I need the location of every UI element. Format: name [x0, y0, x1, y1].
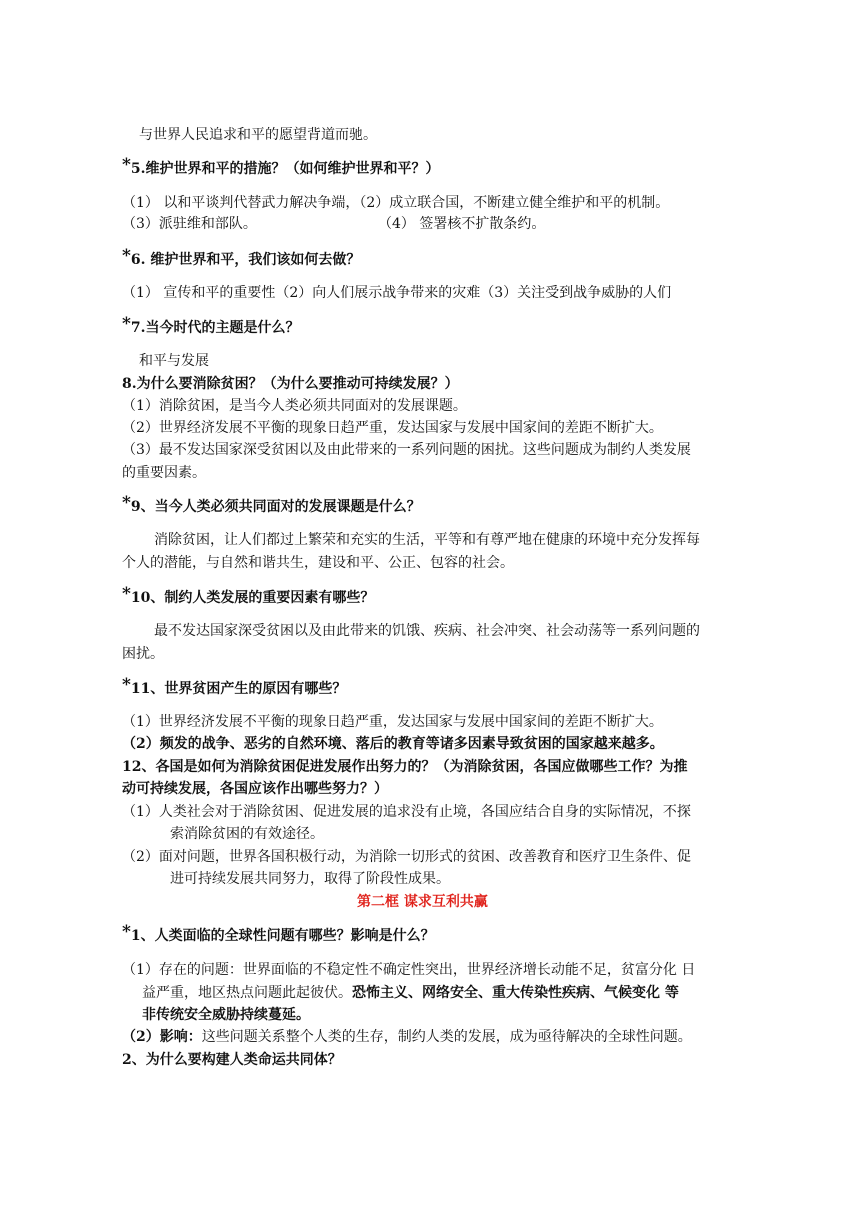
- text-line: [142, 983, 679, 1003]
- text-line: （4） 签署核不扩散条约。: [378, 216, 546, 232]
- text-line: 消除贫困，让人们都过上繁荣和充实的生活，平等和有尊严地在健康的环境中充分发挥每: [154, 532, 700, 548]
- text-line-bold: 非传统安全威胁持续蔓延。: [142, 1007, 310, 1023]
- question-10: [122, 584, 375, 608]
- text-line: （1） 宣传和平的重要性（2）向人们展示战争带来的灾难（3）关注受到战争威胁的人们: [122, 285, 672, 301]
- text-span-bold: （2）影响：: [122, 1029, 202, 1045]
- text-line: （1） 以和平谈判代替武力解决争端，（2）成立联合国，不断建立健全维护和平的机制。: [122, 195, 670, 211]
- question-12-cont: 动可持续发展，各国应该作出哪些努力？）: [122, 781, 388, 797]
- text-line-bold: （2）频发的战争、恶劣的自然环境、落后的教育等诸多因素导致贫困的国家越来越多。: [122, 736, 664, 752]
- star-marker: *: [122, 675, 131, 695]
- question-9: [122, 493, 421, 517]
- text-line: 进可持续发展共同努力，取得了阶段性成果。: [170, 871, 450, 887]
- question-2: 2、为什么要构建人类命运共同体？: [122, 1052, 342, 1068]
- star-marker: *: [122, 584, 131, 604]
- question-text: 6. 维护世界和平，我们该如何去做？: [130, 252, 361, 268]
- text-line: 与世界人民追求和平的愿望背道而驰。: [139, 127, 377, 143]
- text-line: （1）消除贫困，是当今人类必须共同面对的发展课题。: [122, 398, 467, 414]
- star-marker: *: [122, 314, 131, 334]
- text-line: （1）人类社会对于消除贫困、促进发展的追求没有止境，各国应结合自身的实际情况，不探: [122, 804, 691, 820]
- question-8: 8.为什么要消除贫困？（为什么要推动可持续发展？）: [122, 376, 459, 392]
- question-text: 5.维护世界和平的措施？（如何维护世界和平？）: [130, 161, 440, 177]
- question-text: 11、世界贫困产生的原因有哪些？: [130, 681, 347, 697]
- text-line: （3）派驻维和部队。: [122, 216, 257, 232]
- text-line: （2）世界经济发展不平衡的现象日趋严重，发达国家与发展中国家间的差距不断扩大。: [122, 420, 663, 436]
- text-line: 的重要因素。: [122, 465, 206, 481]
- text-line: （3）最不发达国家深受贫困以及由此带来的一系列问题的困扰。这些问题成为制约人类发展: [122, 442, 691, 458]
- text-line: [122, 1027, 692, 1047]
- text-line: 索消除贫困的有效途径。: [170, 826, 324, 842]
- question-text: 7.当今时代的主题是什么？: [130, 320, 300, 336]
- text-line: 最不发达国家深受贫困以及由此带来的饥饿、疾病、社会冲突、社会动荡等一系列问题的: [154, 623, 700, 639]
- text-span: 这些问题关系整个人类的生存，制约人类的发展，成为亟待解决的全球性问题。: [201, 1029, 692, 1045]
- question-6: [122, 246, 361, 270]
- star-marker: *: [122, 493, 131, 513]
- question-text: 10、制约人类发展的重要因素有哪些？: [130, 590, 375, 606]
- star-marker: *: [122, 246, 131, 266]
- question-text: 9、当今人类必须共同面对的发展课题是什么？: [130, 499, 421, 515]
- text-span: 益严重，地区热点问题此起彼伏。: [142, 985, 352, 1001]
- text-line: 个人的潜能，与自然和谐共生，建设和平、公正、包容的社会。: [122, 555, 514, 571]
- question-text: 1、人类面临的全球性问题有哪些？影响是什么？: [130, 928, 435, 944]
- text-span-bold: 恐怖主义、网络安全、重大传染性疾病、气候变化 等: [352, 985, 679, 1001]
- question-5: [122, 155, 440, 179]
- text-line: （2）面对问题，世界各国积极行动，为消除一切形式的贫困、改善教育和医疗卫生条件、促: [122, 849, 691, 865]
- text-line: 困扰。: [122, 646, 164, 662]
- star-marker: *: [122, 155, 131, 175]
- question-11: [122, 675, 347, 699]
- question-7: [122, 314, 300, 338]
- question-12: 12、各国是如何为消除贫困促进发展作出努力的？（为消除贫困，各国应做哪些工作？为推: [122, 759, 688, 775]
- star-marker: *: [122, 922, 131, 942]
- text-line: 和平与发展: [139, 353, 209, 369]
- section-heading: 第二框 谋求互利共赢: [357, 894, 488, 910]
- text-line: （1）世界经济发展不平衡的现象日趋严重，发达国家与发展中国家间的差距不断扩大。: [122, 714, 663, 730]
- text-line: （1）存在的问题：世界面临的不稳定性不确定性突出，世界经济增长动能不足，贫富分化 日: [122, 962, 696, 978]
- question-1: [122, 922, 435, 946]
